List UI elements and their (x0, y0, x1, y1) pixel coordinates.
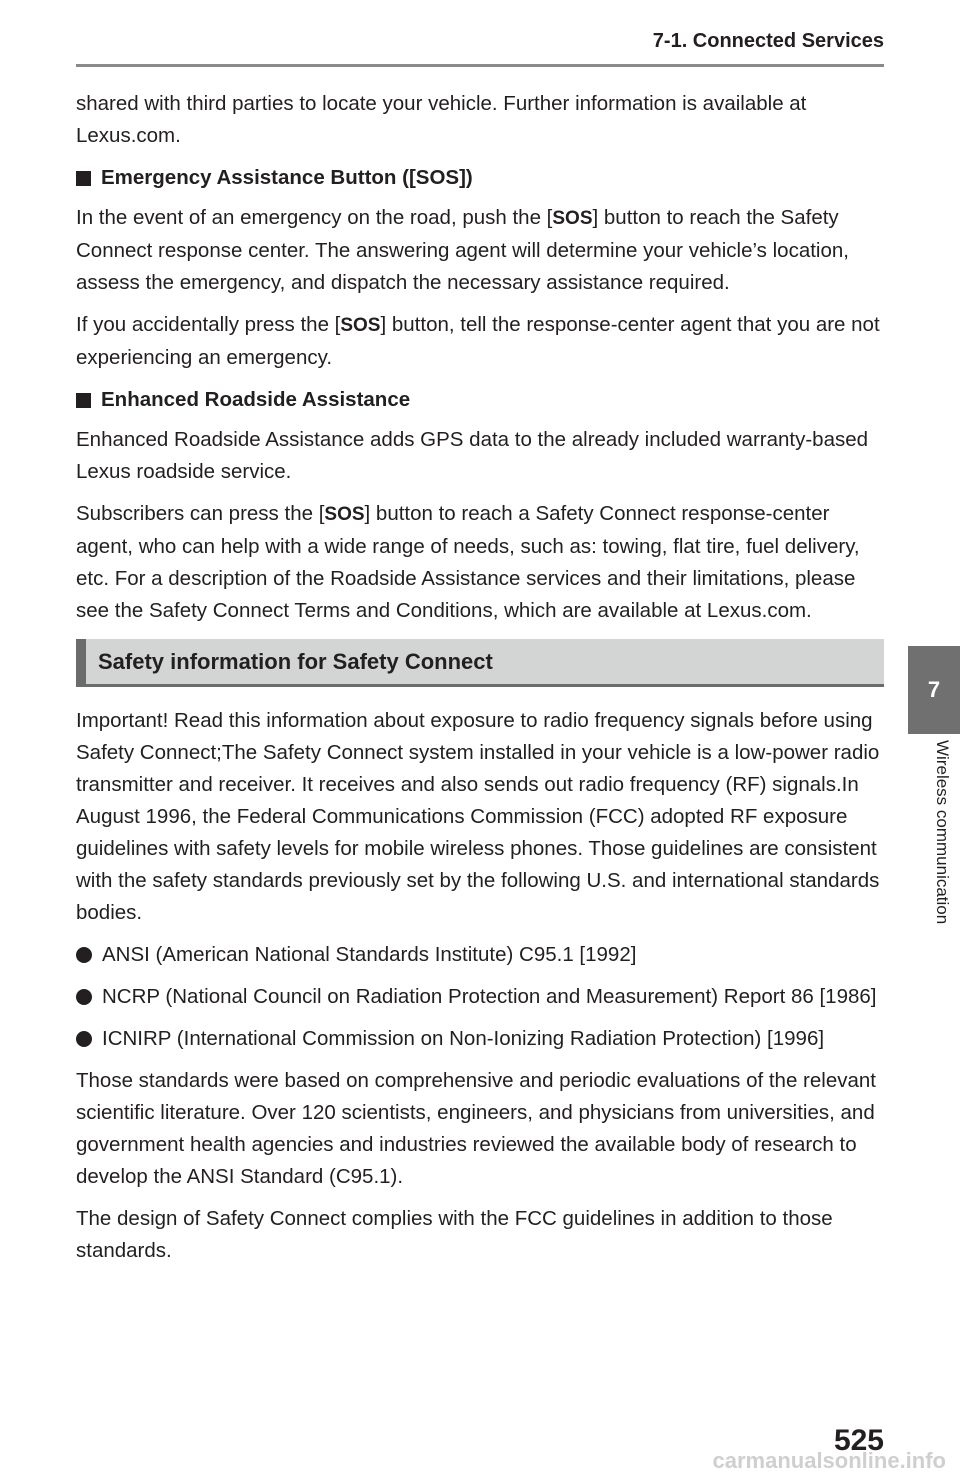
watermark: carmanualsonline.info (712, 1448, 946, 1473)
list-item (76, 1023, 884, 1055)
safety-paragraph-1: Important! Read this information about exposure to radio frequency signals before using Safety Connect;The Safety Connect system installed in your vehicle is a low-power radio transmitter and receiver. It receives and also sends out radio frequency (RF) signals.In August 1996, the Federal Communications Commission (FCC) adopted RF exposure guidelines with safety levels for mobile wireless phones. Those guidelines are consistent with the safety standards previously set by the following U.S. and international standards bodies. (76, 709, 880, 924)
roadside-heading-text: Enhanced Roadside Assistance (101, 388, 411, 411)
square-bullet-icon (76, 171, 91, 186)
roadside-paragraph-1: Enhanced Roadside Assistance adds GPS data to the already included warranty-based Lexus roadside service. (76, 428, 869, 483)
safety-paragraph-2: Those standards were based on comprehensive and periodic evaluations of the relevant scientific literature. Over 120 scientists, engineers, and physicians from universities, and government health agencies and industries reviewed the available body of research to develop the ANSI Standard (C95.1). (76, 1069, 876, 1188)
sos-button-label: SOS (340, 315, 381, 336)
bullet-dot-icon (76, 947, 92, 963)
safety-section-title-bar (76, 639, 884, 687)
roadside-heading (76, 384, 884, 416)
header-divider (76, 64, 884, 67)
sos-paragraph-1: In the event of an emergency on the road, push the [SOS] button to reach the Safety Connect response center. The answering agent will determine your vehicle’s location, assess the emergency, and dispatch the necessary assistance required. (76, 206, 849, 294)
chapter-label: Wireless communication (933, 740, 952, 925)
page-number: 525 (833, 1424, 884, 1457)
bullet-dot-icon (76, 989, 92, 1005)
sos-paragraph-2: If you accidentally press the [SOS] button, tell the response-center agent that you are not experiencing an emergency. (76, 313, 880, 369)
square-bullet-icon (76, 393, 91, 408)
sos-heading (76, 162, 884, 194)
list-item (76, 939, 884, 971)
bullet-dot-icon (76, 1031, 92, 1047)
page-content (76, 88, 884, 1277)
sos-button-label: SOS (552, 208, 593, 229)
running-header: 7-1. Connected Services (652, 30, 884, 52)
sos-heading-text: Emergency Assistance Button ([SOS]) (101, 166, 473, 189)
safety-section-title: Safety information for Safety Connect (98, 648, 493, 674)
sos-button-label: SOS (324, 504, 365, 525)
safety-paragraph-3: The design of Safety Connect complies with the FCC guidelines in addition to those standards. (76, 1207, 833, 1262)
list-item-text: ICNIRP (International Commission on Non-Ionizing Radiation Protection) [1996] (102, 1027, 825, 1050)
chapter-tab: 7 (908, 646, 960, 734)
list-item-text: NCRP (National Council on Radiation Protection and Measurement) Report 86 [1986] (102, 985, 877, 1008)
list-item (76, 981, 884, 1013)
list-item-text: ANSI (American National Standards Institute) C95.1 [1992] (102, 943, 637, 966)
roadside-paragraph-2: Subscribers can press the [SOS] button to reach a Safety Connect response-center agent, who can help with a wide range of needs, such as: towing, flat tire, fuel delivery, etc. For a description of the Roadside Assistance services and their limitations, please see the Safety Connect Terms and Conditions, which are available at Lexus.com. (76, 502, 860, 622)
intro-paragraph: shared with third parties to locate your vehicle. Further information is available at Lexus.com. (76, 92, 807, 147)
